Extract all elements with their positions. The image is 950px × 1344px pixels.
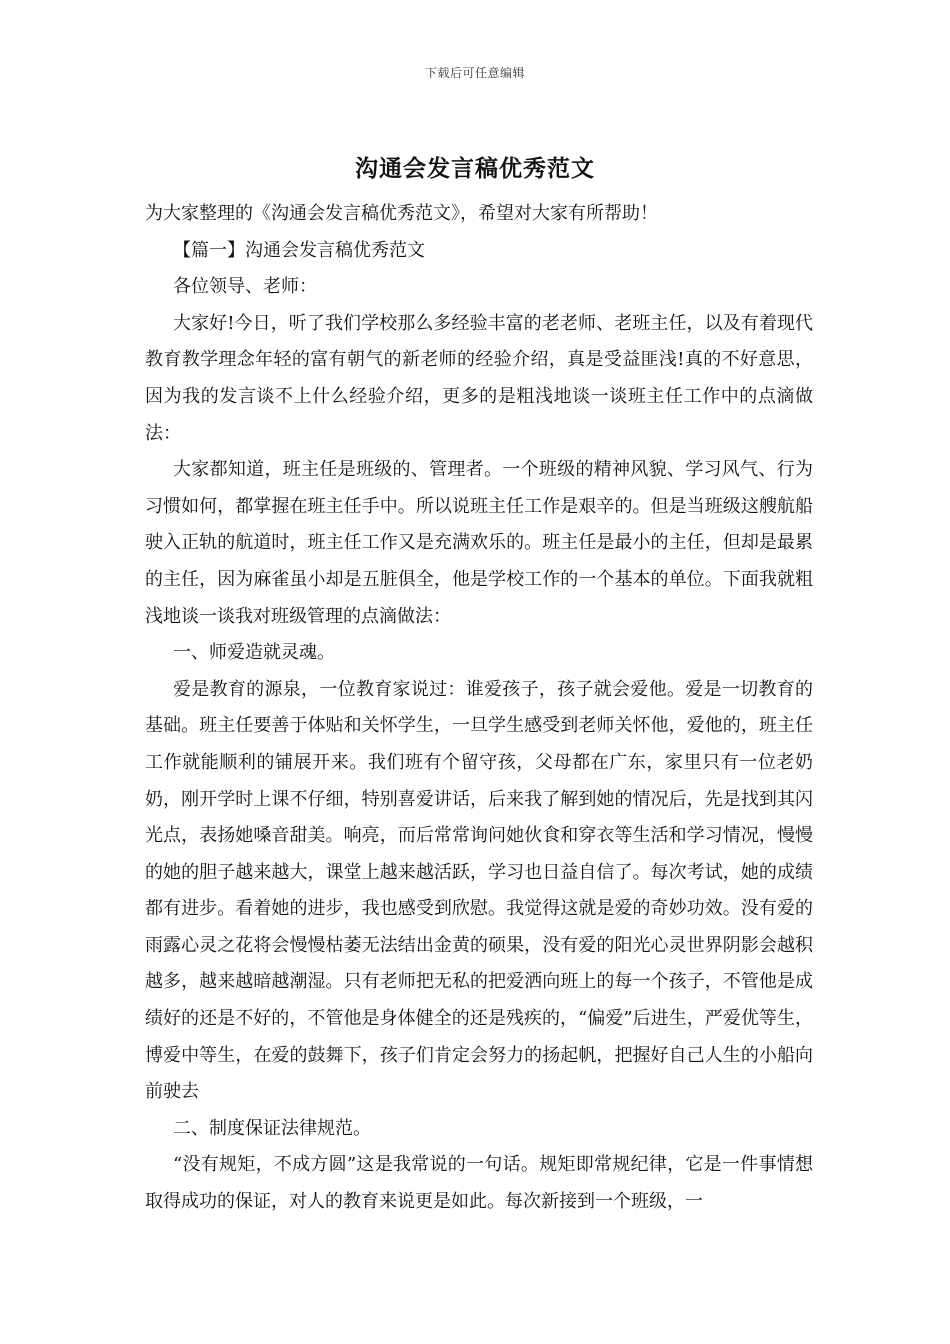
body-paragraph: 爱是教育的源泉，一位教育家说过：谁爱孩子，孩子就会爱他。爱是一切教育的基础。班主任要善于体贴和关怀学生，一旦学生感受到老师关怀他，爱他的，班主任工作就能顺利的铺展开来。我们班有个留守孩，父母都在广东，家里只有一位老奶奶，刚开学时上课不仔细，特别喜爱讲话，后来我了解到她的情况后，先是找到其闪光点，表扬她嗓音甜美。响亮，而后常常询问她伙食和穿衣等生活和学习情况，慢慢的她的胆子越来越大，课堂上越来越活跃，学习也日益自信了。每次考试，她的成绩都有进步。看着她的进步，我也感受到欣慰。我觉得这就是爱的奇妙功效。没有爱的雨露心灵之花将会慢慢枯萎无法结出金黄的硕果，没有爱的阳光心灵世界阴影会越积越多，越来越暗越潮湿。只有老师把无私的把爱洒向班上的每一个孩子，不管他是成绩好的还是不好的，不管他是身体健全的还是残疾的，“偏爱”后进生，严爱优等生，博爱中等生，在爱的鼓舞下，孩子们肯定会努力的扬起帆，把握好自己人生的小船向前驶去 [145,678,813,1103]
document-body [145,196,813,1221]
section-heading: 【篇一】沟通会发言稿优秀范文 [173,239,425,261]
intro-paragraph: 为大家整理的《沟通会发言稿优秀范文》，希望对大家有所帮助！ [145,203,658,224]
body-paragraph: 大家都知道，班主任是班级的、管理者。一个班级的精神风貌、学习风气、行为习惯如何，都掌握在班主任手中。所以说班主任工作是艰辛的。但是当班级这艘航船驶入正轨的航道时，班主任工作又是充满欢乐的。班主任是最小的主任，但却是最累的主任，因为麻雀虽小却是五脏俱全，他是学校工作的一个基本的单位。下面我就粗浅地谈一谈我对班级管理的点滴做法： [145,459,813,627]
subsection-heading: 二、制度保证法律规范。 [173,1117,371,1139]
subsection-heading: 一、师爱造就灵魂。 [173,642,335,664]
body-paragraph: “没有规矩，不成方圆”这是我常说的一句话。规矩即常规纪律，它是一件事情想取得成功的保证，对人的教育来说更是如此。每次新接到一个班级，一 [145,1154,813,1213]
salutation: 各位领导、老师： [173,276,317,298]
header-note: 下载后可任意编辑 [424,66,525,80]
body-paragraph: 大家好!今日，听了我们学校那么多经验丰富的老老师、老班主任，以及有着现代教育教学理念年轻的富有朝气的新老师的经验介绍，真是受益匪浅!真的不好意思，因为我的发言谈不上什么经验介绍，更多的是粗浅地谈一谈班主任工作中的点滴做法： [145,312,813,444]
document-title: 沟通会发言稿优秀范文 [355,155,595,182]
